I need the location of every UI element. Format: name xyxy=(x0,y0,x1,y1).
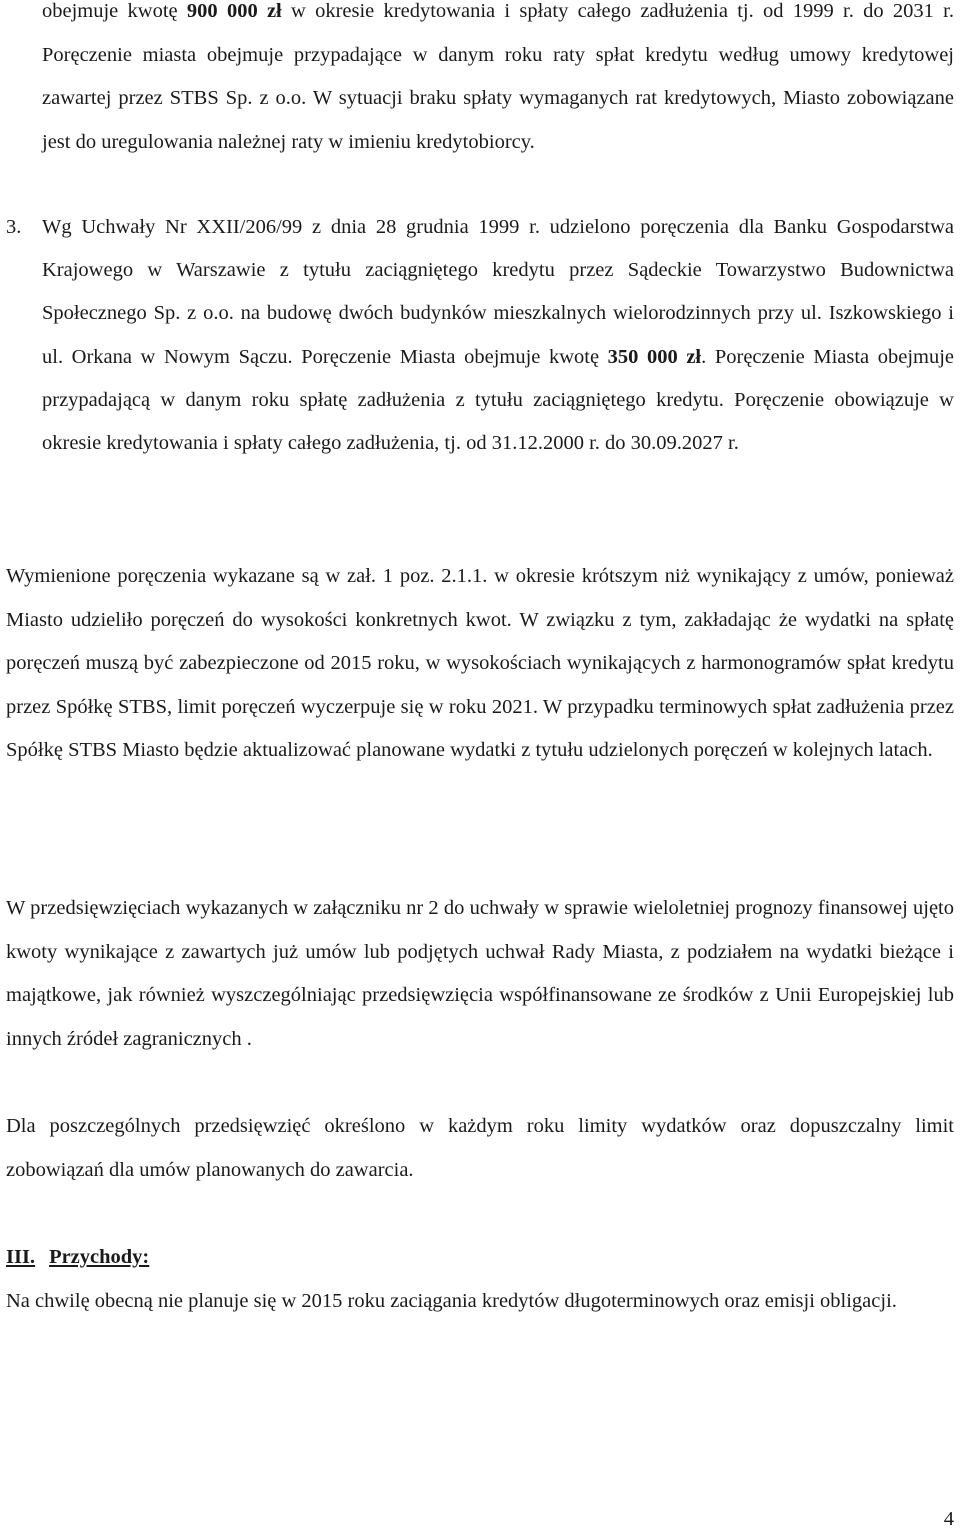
item-3-text-b: . Poręczenie Miasta obejmuje przypadającą w danym roku spłatę zadłużenia z tytułu zaciągniętego kredytu. Poręczenie obowiązuje w okresie kredytowania i spłaty całego zadłużenia, tj. od 31.12.2000 r. do 30.09.2027 r. xyxy=(42,345,955,455)
item-2-text-b: w okresie kredytowania i spłaty całego zadłużenia tj. od 1999 r. do 2031 r. Poręczenie miasta obejmuje przypadające w danym roku raty spłat kredytu według umowy kredytowej zawartej przez STBS Sp. z o.o. W sytuacji braku spłaty wymaganych rat kredytowych, Miasto zobowiązane jest do uregulowania należnej raty w imieniu kredytobiorcy. xyxy=(42,0,954,153)
section-heading xyxy=(6,1236,149,1280)
item-3 xyxy=(6,206,954,465)
item-3-text-a: Wg Uchwały Nr XXII/206/99 z dnia 28 grudnia 1999 r. udzielono poręczenia dla Banku Gospodarstwa Krajowego w Warszawie z tytułu zaciągniętego kredytu przez Sądeckie Towarzystwo Budownictwa Społecznego Sp. z o.o. na budowę dwóch budynków mieszkalnych wielorodzinnych przy ul. Iszkowskiego i ul. Orkana w Nowym Sączu. Poręczenie Miasta obejmuje kwotę xyxy=(42,216,954,368)
item-2-continuation xyxy=(6,0,954,164)
item-3-amount: 350 000 zł xyxy=(607,345,702,368)
item-3-number: 3. xyxy=(6,216,22,238)
section-number: III. xyxy=(6,1246,36,1268)
page-number: 4 xyxy=(943,1508,954,1530)
income-paragraph: Na chwilę obecną nie planuje się w 2015 roku zaciągania kredytów długoterminowych oraz emisji obligacji. xyxy=(6,1290,897,1312)
projects-paragraph: W przedsięwzięciach wykazanych w załączniku nr 2 do uchwały w sprawie wieloletniej prognozy finansowej ujęto kwoty wynikające z zawartych już umów lub podjętych uchwał Rady Miasta, z podziałem na wydatki bieżące i majątkowe, jak również wyszczególniając przedsięwzięcia współfinansowane ze środków z Unii Europejskiej lub innych źródeł zagranicznych . xyxy=(6,897,954,1050)
section-title: Przychody: xyxy=(49,1246,150,1268)
guarantees-paragraph: Wymienione poręczenia wykazane są w zał. 1 poz. 2.1.1. w okresie krótszym niż wynikający z umów, ponieważ Miasto udzieliło poręczeń do wysokości konkretnych kwot. W związku z tym, zakładając że wydatki na spłatę poręczeń muszą być zabezpieczone od 2015 roku, w wysokościach wynikających z harmonogramów spłat kredytu przez Spółkę STBS, limit poręczeń wyczerpuje się w roku 2021. W przypadku terminowych spłat zadłużenia przez Spółkę STBS Miasto będzie aktualizować planowane wydatki z tytułu udzielonych poręczeń w kolejnych latach. xyxy=(6,565,954,761)
limits-paragraph: Dla poszczególnych przedsięwzięć określono w każdym roku limity wydatków oraz dopuszczalny limit zobowiązań dla umów planowanych do zawarcia. xyxy=(6,1115,954,1181)
item-2-amount: 900 000 zł xyxy=(186,0,282,22)
item-2-text-a: obejmuje kwotę xyxy=(42,0,187,22)
